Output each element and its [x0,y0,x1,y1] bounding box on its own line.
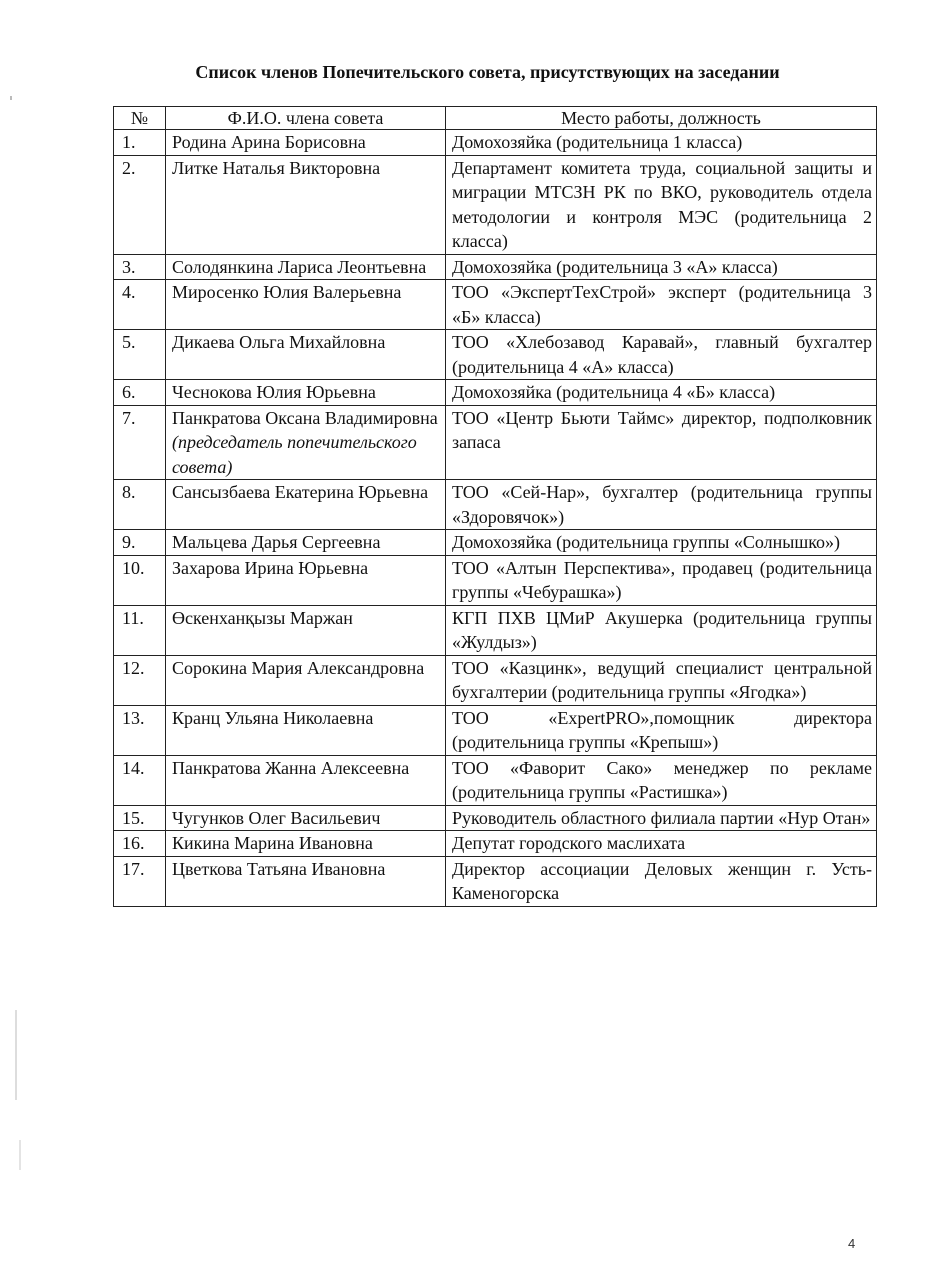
member-name-cell [166,856,446,906]
member-workplace: Департамент комитета труда, социальной защиты и миграции МТСЗН РК по ВКО, руководитель отдела методологии и контроля МЭС (родительница 2 класса) [446,155,877,254]
member-number: 6. [114,380,166,406]
page-number: 4 [848,1236,856,1251]
scan-mark [10,96,12,100]
table-row [114,655,877,705]
member-name-cell [166,705,446,755]
member-name: Панкратова Жанна Алексеевна [172,757,410,778]
member-number: 1. [114,130,166,156]
member-name-cell [166,130,446,156]
member-number: 13. [114,705,166,755]
table-row [114,405,877,480]
member-name-cell [166,405,446,480]
table-header-row [114,107,877,130]
member-number: 2. [114,155,166,254]
column-header-name: Ф.И.О. члена совета [166,107,446,130]
member-workplace: ТОО «Хлебозавод Каравай», главный бухгалтер (родительница 4 «А» класса) [446,330,877,380]
member-name: Захарова Ирина Юрьевна [172,557,369,578]
member-workplace: Домохозяйка (родительница группы «Солнышко») [446,530,877,556]
member-workplace: Домохозяйка (родительница 1 класса) [446,130,877,156]
member-name-cell [166,805,446,831]
member-number: 14. [114,755,166,805]
member-name-cell [166,254,446,280]
member-name: Цветкова Татьяна Ивановна [172,858,386,879]
member-name: Чугунков Олег Васильевич [172,807,381,828]
member-name: Мальцева Дарья Сергеевна [172,532,381,552]
member-name: Дикаева Ольга Михайловна [172,332,386,352]
member-name-cell [166,755,446,805]
table-row [114,155,877,254]
member-workplace: ТОО «Алтын Перспектива», продавец (родительница группы «Чебурашка») [446,555,877,605]
table-row [114,605,877,655]
member-name: Өскенханқызы Маржан [172,607,353,628]
table-row [114,530,877,556]
member-number: 16. [114,831,166,857]
scan-mark [15,1010,17,1100]
member-role: (председатель попечительского совета) [172,432,417,477]
column-header-number: № [114,107,166,130]
table-row [114,856,877,906]
member-name-cell [166,380,446,406]
member-name: Панкратова Оксана Владимировна [172,407,438,428]
member-number: 4. [114,280,166,330]
member-name: Кикина Марина Ивановна [172,833,373,853]
member-name: Родина Арина Борисовна [172,132,366,152]
member-number: 15. [114,805,166,831]
member-name: Солодянкина Лариса Леонтьевна [172,256,427,277]
table-row [114,805,877,831]
members-table [113,106,877,907]
member-workplace: Директор ассоциации Деловых женщин г. Усть-Каменогорска [446,856,877,906]
member-name: Литке Наталья Викторовна [172,157,381,178]
member-number: 3. [114,254,166,280]
member-name-cell [166,155,446,254]
table-row [114,480,877,530]
member-workplace: ТОО «Казцинк», ведущий специалист центральной бухгалтерии (родительница группы «Ягодка») [446,655,877,705]
member-workplace: Депутат городского маслихата [446,831,877,857]
member-name-cell [166,330,446,380]
table-row [114,280,877,330]
member-number: 17. [114,856,166,906]
member-name: Сорокина Мария Александровна [172,657,425,678]
member-number: 10. [114,555,166,605]
member-name-cell [166,480,446,530]
member-number: 7. [114,405,166,480]
member-workplace: ТОО «Центр Бьюти Таймс» директор, подполковник запаса [446,405,877,480]
member-number: 8. [114,480,166,530]
member-name-cell [166,555,446,605]
member-workplace: Домохозяйка (родительница 3 «А» класса) [446,254,877,280]
member-workplace: ТОО «ЭкспертТехСтрой» эксперт (родительница 3 «Б» класса) [446,280,877,330]
member-workplace: Руководитель областного филиала партии «Нур Отан» [446,805,877,831]
member-name: Чеснокова Юлия Юрьевна [172,382,376,402]
member-workplace: КГП ПХВ ЦМиР Акушерка (родительница группы «Жулдыз») [446,605,877,655]
member-name: Сансызбаева Екатерина Юрьевна [172,482,429,502]
table-row [114,254,877,280]
table-row [114,380,877,406]
member-name-cell [166,831,446,857]
member-name-cell [166,605,446,655]
column-header-workplace: Место работы, должность [446,107,877,130]
member-name-cell [166,530,446,556]
table-row [114,705,877,755]
table-row [114,555,877,605]
table-row [114,831,877,857]
table-row [114,130,877,156]
member-number: 12. [114,655,166,705]
member-workplace: ТОО «Фаворит Сако» менеджер по рекламе (родительница группы «Растишка») [446,755,877,805]
member-number: 5. [114,330,166,380]
member-workplace: ТОО «ExpertPRO»,помощник директора (родительница группы «Крепыш») [446,705,877,755]
document-title: Список членов Попечительского совета, присутствующих на заседании [195,62,780,82]
member-name-cell [166,655,446,705]
member-workplace: Домохозяйка (родительница 4 «Б» класса) [446,380,877,406]
scan-mark [19,1140,21,1170]
member-number: 9. [114,530,166,556]
member-name-cell [166,280,446,330]
member-number: 11. [114,605,166,655]
table-row [114,755,877,805]
member-name: Миросенко Юлия Валерьевна [172,282,402,302]
table-row [114,330,877,380]
member-workplace: ТОО «Сей-Нар», бухгалтер (родительница группы «Здоровячок») [446,480,877,530]
member-name: Кранц Ульяна Николаевна [172,707,374,728]
